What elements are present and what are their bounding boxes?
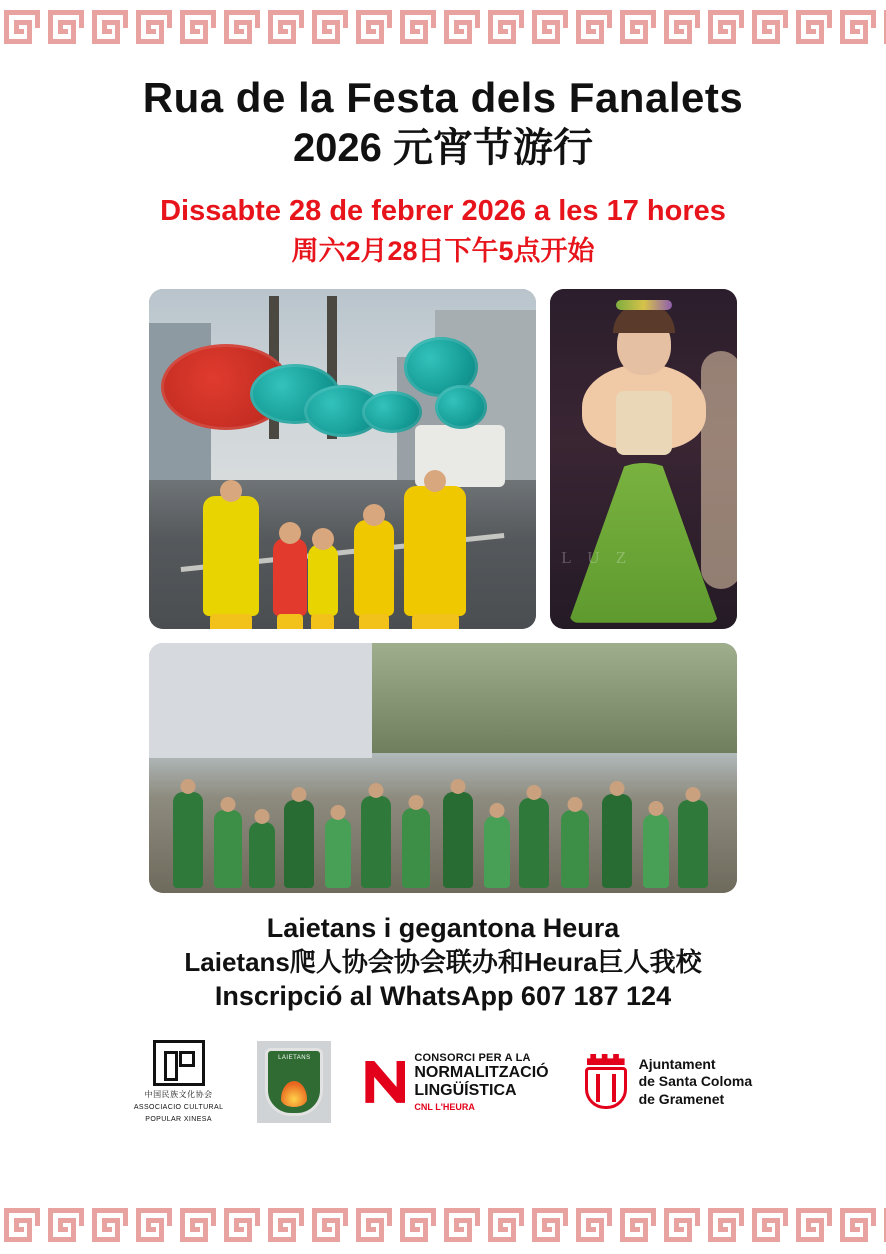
person-head <box>292 787 307 802</box>
poster-content <box>0 56 886 1198</box>
greek-key-unit <box>794 8 838 48</box>
dragon-performer <box>203 496 259 616</box>
greek-key-unit <box>46 1206 90 1246</box>
greek-key-unit <box>838 8 882 48</box>
group-person <box>561 810 589 888</box>
laietans-shield-icon <box>257 1041 331 1123</box>
group-person <box>643 814 669 888</box>
performer-head <box>363 504 385 526</box>
dragon-segment <box>435 385 487 429</box>
person-head <box>490 803 505 818</box>
meander-row <box>0 1198 886 1254</box>
cnl-line4: CNL L'HEURA <box>414 1101 475 1112</box>
greek-key-unit <box>750 8 794 48</box>
greek-key-unit <box>310 8 354 48</box>
group-person <box>249 822 275 888</box>
greek-key-unit <box>486 8 530 48</box>
greek-key-unit <box>178 1206 222 1246</box>
acpx-catalan-line1: ASSOCIACIO CULTURAL <box>133 1103 224 1111</box>
stage-watermark: L U Z <box>561 548 633 568</box>
greek-key-unit <box>794 1206 838 1246</box>
acpx-chinese-name: 中国民族文化协会 <box>144 1089 213 1099</box>
person-head <box>609 781 624 796</box>
meander-row <box>0 0 886 56</box>
dragon-parade-photo <box>149 289 536 629</box>
greek-key-unit <box>310 1206 354 1246</box>
greek-key-unit <box>354 1206 398 1246</box>
greek-key-unit <box>442 8 486 48</box>
greek-key-unit <box>838 1206 882 1246</box>
greek-key-unit <box>46 8 90 48</box>
gegantona-heura-photo <box>550 289 737 629</box>
group-person <box>173 792 203 888</box>
caption-participants-chinese: Laietans爬人协会协会联办和Heura巨人我校 <box>184 947 702 978</box>
group-person <box>214 810 242 888</box>
greek-key-unit <box>398 1206 442 1246</box>
dragon-performer <box>308 544 338 616</box>
group-person <box>519 798 549 888</box>
group-person <box>361 796 391 888</box>
performer-head <box>279 522 301 544</box>
group-person <box>325 818 351 888</box>
photo-foliage <box>372 643 737 753</box>
greek-key-unit <box>574 8 618 48</box>
laietans-label: LAIETANS <box>278 1054 311 1061</box>
photo-wall <box>149 643 372 758</box>
group-person <box>284 800 314 888</box>
title-block <box>0 56 886 267</box>
ajuntament-text <box>639 1056 753 1109</box>
person-head <box>331 805 346 820</box>
greek-key-unit <box>486 1206 530 1246</box>
greek-key-unit <box>662 8 706 48</box>
person-head <box>254 809 269 824</box>
second-giant <box>701 351 737 589</box>
greek-key-unit <box>354 8 398 48</box>
ajuntament-line3: de Gramenet <box>638 1090 725 1107</box>
person-head <box>567 797 582 812</box>
performer-head <box>220 480 242 502</box>
logo-row <box>0 1040 886 1124</box>
performer-head <box>424 470 446 492</box>
person-head <box>451 779 466 794</box>
greek-key-unit <box>178 8 222 48</box>
greek-key-unit <box>530 1206 574 1246</box>
acpx-catalan-line2: POPULAR XINESA <box>145 1115 212 1123</box>
greek-key-unit <box>618 8 662 48</box>
laietans-logo <box>257 1041 331 1123</box>
greek-key-unit <box>266 8 310 48</box>
greek-key-unit <box>706 8 750 48</box>
greek-key-unit <box>90 1206 134 1246</box>
dragon-performer <box>354 520 394 616</box>
ajuntament-line1: Ajuntament <box>638 1055 716 1072</box>
shield-body <box>585 1067 627 1109</box>
greek-key-unit <box>2 1206 46 1246</box>
greek-key-unit <box>530 8 574 48</box>
person-head <box>180 779 195 794</box>
greek-key-unit <box>618 1206 662 1246</box>
caption-block <box>0 911 886 1013</box>
greek-key-unit <box>882 8 886 48</box>
greek-key-unit <box>222 8 266 48</box>
person-head <box>648 801 663 816</box>
shield-inner <box>265 1048 323 1116</box>
crown-icon <box>587 1054 625 1065</box>
greek-key-unit <box>398 8 442 48</box>
person-head <box>368 783 383 798</box>
person-head <box>527 785 542 800</box>
cnl-line2: NORMALITZACIÓ <box>414 1064 549 1082</box>
greek-key-unit <box>750 1206 794 1246</box>
person-head <box>408 795 423 810</box>
group-person <box>443 792 473 888</box>
event-date-catalan: Dissabte 28 de febrer 2026 a les 17 hores <box>160 195 726 228</box>
associacio-cultural-popular-xinesa-logo <box>134 1040 224 1124</box>
bottom-greek-key-border <box>0 1198 886 1254</box>
greek-key-unit <box>442 1206 486 1246</box>
photo-row-top <box>0 289 886 629</box>
cnl-line1: CONSORCI PER A LA <box>414 1051 531 1064</box>
greek-key-unit <box>90 8 134 48</box>
ajuntament-shield-icon <box>583 1054 629 1110</box>
greek-key-unit <box>662 1206 706 1246</box>
group-person <box>484 816 510 888</box>
greek-key-unit <box>574 1206 618 1246</box>
group-person <box>678 800 708 888</box>
page-title-chinese: 2026 元宵节游行 <box>292 126 594 171</box>
person-head <box>220 797 235 812</box>
flame-icon <box>281 1081 307 1107</box>
caption-registration: Inscripció al WhatsApp 607 187 124 <box>214 981 672 1012</box>
group-person <box>402 808 430 888</box>
greek-key-unit <box>882 1206 886 1246</box>
caption-participants: Laietans i gegantona Heura <box>266 913 620 944</box>
greek-key-unit <box>2 8 46 48</box>
ajuntament-line2: de Santa Coloma <box>638 1073 753 1090</box>
ajuntament-santa-coloma-de-gramenet-logo <box>583 1054 753 1110</box>
dragon-performer <box>273 538 307 616</box>
greek-key-unit <box>266 1206 310 1246</box>
greek-key-unit <box>134 8 178 48</box>
cnl-n-icon <box>365 1061 405 1103</box>
dragon-performer <box>404 486 466 616</box>
acpx-mark-icon <box>153 1040 205 1086</box>
laietans-group-photo <box>149 643 737 893</box>
page-title: Rua de la Festa dels Fanalets <box>142 74 744 121</box>
top-greek-key-border <box>0 0 886 56</box>
greek-key-unit <box>134 1206 178 1246</box>
event-date-chinese: 周六2月28日下午5点开始 <box>291 236 595 267</box>
cnl-line3: LINGÜÍSTICA <box>414 1082 517 1100</box>
person-head <box>686 787 701 802</box>
greek-key-unit <box>706 1206 750 1246</box>
greek-key-unit <box>222 1206 266 1246</box>
group-person <box>602 794 632 888</box>
giant-bodice <box>616 391 672 455</box>
consorci-normalitzacio-linguistica-logo <box>365 1052 548 1112</box>
giant-crown <box>616 300 672 310</box>
performer-head <box>312 528 334 550</box>
cnl-text <box>414 1052 548 1112</box>
